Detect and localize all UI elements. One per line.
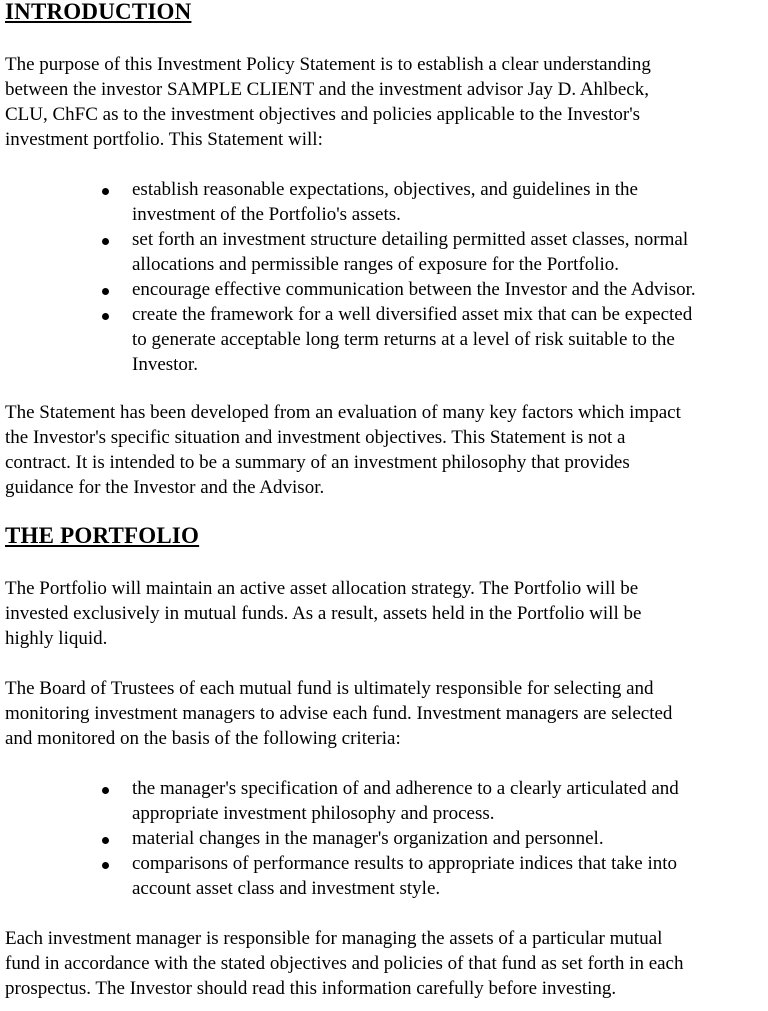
text-line: encourage effective communication between the Investor and the Advisor. bbox=[132, 279, 696, 300]
text-line: to generate acceptable long term returns at a level of risk suitable to the bbox=[132, 329, 675, 350]
text-line: fund in accordance with the stated objectives and policies of that fund as set forth in each bbox=[5, 953, 684, 974]
text-line: set forth an investment structure detailing permitted asset classes, normal bbox=[132, 229, 689, 250]
list-item bbox=[5, 302, 768, 377]
text-line: Each investment manager is responsible for managing the assets of a particular mutual bbox=[5, 928, 663, 949]
bullet-icon bbox=[102, 313, 109, 320]
text-line: highly liquid. bbox=[5, 628, 108, 649]
text-line: The Portfolio will maintain an active asset allocation strategy. The Portfolio will be bbox=[5, 578, 639, 599]
portfolio-paragraph-2 bbox=[5, 676, 768, 751]
text-line: The Statement has been developed from an evaluation of many key factors which impact bbox=[5, 402, 681, 423]
text-line: appropriate investment philosophy and process. bbox=[132, 803, 495, 824]
portfolio-paragraph-1 bbox=[5, 576, 768, 651]
text-line: guidance for the Investor and the Advisor. bbox=[5, 477, 325, 498]
list-item bbox=[5, 277, 768, 302]
text-line: the Investor's specific situation and investment objectives. This Statement is not a bbox=[5, 427, 626, 448]
portfolio-paragraph-3 bbox=[5, 926, 768, 1001]
bullet-icon bbox=[102, 837, 109, 844]
text-line: monitoring investment managers to advise each fund. Investment managers are selected bbox=[5, 703, 673, 724]
list-item bbox=[5, 776, 768, 826]
text-line: investment of the Portfolio's assets. bbox=[132, 204, 401, 225]
text-line: account asset class and investment style. bbox=[132, 878, 441, 899]
text-line: allocations and permissible ranges of exposure for the Portfolio. bbox=[132, 254, 620, 275]
text-line: The Board of Trustees of each mutual fund is ultimately responsible for selecting and bbox=[5, 678, 654, 699]
text-line: CLU, ChFC as to the investment objectives and policies applicable to the Investor's bbox=[5, 104, 641, 125]
text-line: the manager's specification of and adherence to a clearly articulated and bbox=[132, 778, 679, 799]
text-line: investment portfolio. This Statement will: bbox=[5, 129, 323, 150]
document-page bbox=[5, 0, 768, 1001]
bullet-icon bbox=[102, 862, 109, 869]
bullet-icon bbox=[102, 188, 109, 195]
portfolio-heading: THE PORTFOLIO bbox=[5, 523, 200, 548]
portfolio-bullet-list bbox=[5, 776, 768, 901]
text-line: and monitored on the basis of the following criteria: bbox=[5, 728, 401, 749]
introduction-heading: INTRODUCTION bbox=[5, 0, 192, 24]
text-line: contract. It is intended to be a summary of an investment philosophy that provides bbox=[5, 452, 630, 473]
text-line: Investor. bbox=[132, 354, 198, 375]
intro-paragraph-2 bbox=[5, 400, 768, 500]
list-item bbox=[5, 851, 768, 901]
text-line: establish reasonable expectations, objectives, and guidelines in the bbox=[132, 179, 638, 200]
list-item bbox=[5, 227, 768, 277]
text-line: invested exclusively in mutual funds. As a result, assets held in the Portfolio will be bbox=[5, 603, 642, 624]
text-line: prospectus. The Investor should read this information carefully before investing. bbox=[5, 978, 617, 999]
bullet-icon bbox=[102, 238, 109, 245]
text-line: The purpose of this Investment Policy Statement is to establish a clear understanding bbox=[5, 54, 651, 75]
intro-bullet-list bbox=[5, 177, 768, 377]
list-item bbox=[5, 826, 768, 851]
text-line: comparisons of performance results to appropriate indices that take into bbox=[132, 853, 678, 874]
text-line: between the investor SAMPLE CLIENT and the investment advisor Jay D. Ahlbeck, bbox=[5, 79, 649, 100]
list-item bbox=[5, 177, 768, 227]
intro-paragraph-1 bbox=[5, 52, 768, 152]
text-line: material changes in the manager's organization and personnel. bbox=[132, 828, 604, 849]
text-line: create the framework for a well diversified asset mix that can be expected bbox=[132, 304, 693, 325]
bullet-icon bbox=[102, 787, 109, 794]
bullet-icon bbox=[102, 288, 109, 295]
